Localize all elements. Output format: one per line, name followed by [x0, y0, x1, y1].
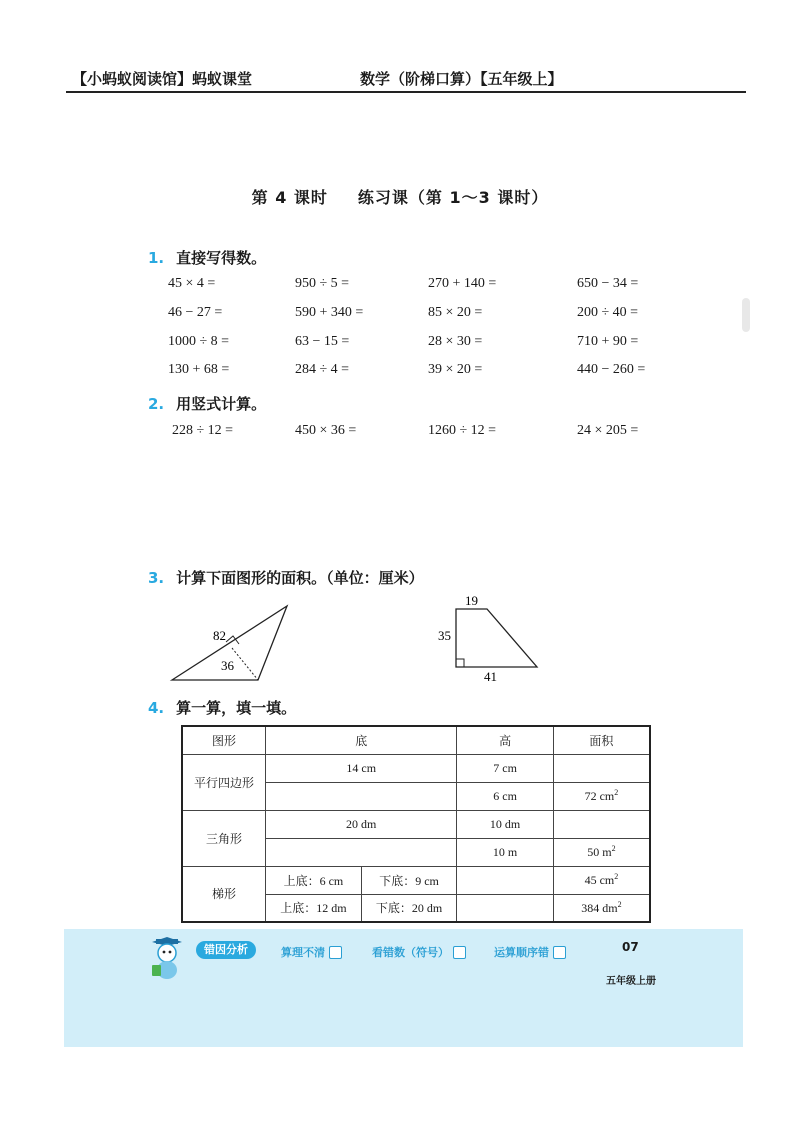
table-row	[182, 810, 650, 838]
error-checkbox[interactable]	[453, 946, 466, 959]
area-value: 384 dm	[581, 900, 618, 915]
shape-name: 三角形	[182, 810, 266, 866]
triangle-base-label: 82	[213, 628, 226, 643]
q1-expression: 710 + 90 =	[577, 334, 639, 349]
trapezoid-figure	[438, 593, 537, 684]
upper-base-cell: 上底：12 dm	[266, 894, 362, 922]
error-checkbox[interactable]	[553, 946, 566, 959]
height-cell[interactable]	[457, 866, 554, 894]
area-value: 45 cm	[584, 873, 615, 887]
triangle-figure	[172, 606, 287, 680]
shape-area-table	[181, 725, 651, 923]
trapezoid-top-label: 19	[465, 593, 478, 608]
question-1-text: 直接写得数。	[176, 249, 267, 267]
header-book-title: 数学（阶梯口算）【五年级上】	[360, 70, 563, 88]
q1-expression: 650 − 34 =	[577, 276, 639, 291]
error-analysis-badge: 错因分析	[196, 941, 256, 959]
height-cell[interactable]: 7 cm	[457, 754, 554, 782]
header-height: 高	[457, 726, 554, 754]
question-4-number: 4.	[148, 699, 165, 717]
q1-expression: 45 × 4 =	[168, 276, 216, 291]
lesson-number: 第 4 课时	[251, 188, 328, 207]
table-row	[182, 866, 650, 894]
base-cell[interactable]	[266, 838, 457, 866]
q1-expression: 28 × 30 =	[428, 334, 483, 349]
q2-expression: 1260 ÷ 12 =	[428, 423, 497, 438]
error-option-label: 看错数（符号）	[372, 946, 449, 959]
height-cell[interactable]: 10 m	[457, 838, 554, 866]
question-3-text: 计算下面图形的面积。（单位：厘米）	[176, 569, 424, 587]
q1-expression: 200 ÷ 40 =	[577, 305, 639, 320]
trapezoid-height-label: 35	[438, 628, 451, 643]
q2-expression: 228 ÷ 12 =	[172, 423, 234, 438]
q1-expression: 63 − 15 =	[295, 334, 350, 349]
area-exponent: 2	[617, 899, 622, 909]
header-area: 面积	[553, 726, 650, 754]
header-shape: 图形	[182, 726, 266, 754]
ant-mascot-icon	[148, 937, 188, 981]
error-checkbox[interactable]	[329, 946, 342, 959]
question-4-heading	[148, 697, 296, 718]
table-header-row	[182, 726, 650, 754]
shape-name: 平行四边形	[182, 754, 266, 810]
area-exponent: 2	[611, 844, 616, 853]
q1-expression: 46 − 27 =	[168, 305, 223, 320]
height-cell[interactable]: 10 dm	[457, 810, 554, 838]
base-cell[interactable]	[266, 782, 457, 810]
triangle-height-label: 36	[221, 658, 234, 673]
error-option-label: 算理不清	[281, 946, 325, 959]
height-cell[interactable]: 6 cm	[457, 782, 554, 810]
question-1-number: 1.	[148, 249, 165, 267]
height-cell[interactable]	[457, 894, 554, 922]
q1-expression: 440 − 260 =	[577, 362, 646, 377]
grade-label: 五年级上册	[606, 976, 656, 987]
error-option-reasoning[interactable]	[281, 944, 342, 960]
area-cell[interactable]	[553, 810, 650, 838]
area-exponent: 2	[614, 788, 619, 797]
base-cell[interactable]: 20 dm	[266, 810, 457, 838]
question-4-text: 算一算，填一填。	[176, 699, 297, 717]
question-2-number: 2.	[148, 395, 165, 413]
q1-expression: 130 + 68 =	[168, 362, 230, 377]
q1-expression: 590 + 340 =	[295, 305, 364, 320]
q1-expression: 1000 ÷ 8 =	[168, 334, 230, 349]
table-row	[182, 754, 650, 782]
base-cell[interactable]: 14 cm	[266, 754, 457, 782]
error-option-label: 运算顺序错	[494, 946, 549, 959]
error-option-misread[interactable]	[372, 944, 466, 960]
area-exponent: 2	[614, 872, 619, 881]
q1-expression: 284 ÷ 4 =	[295, 362, 350, 377]
lower-base-cell: 下底：9 cm	[361, 866, 457, 894]
q2-expression: 24 × 205 =	[577, 423, 639, 438]
lesson-topic: 练习课（第 1～3 课时）	[357, 188, 549, 207]
upper-base-cell: 上底：6 cm	[266, 866, 362, 894]
area-cell[interactable]	[553, 782, 650, 810]
q1-expression: 950 ÷ 5 =	[295, 276, 350, 291]
area-value: 72 cm	[584, 789, 615, 803]
question-3-number: 3.	[148, 569, 165, 587]
page-number: 07	[622, 940, 639, 954]
area-cell[interactable]	[553, 866, 650, 894]
lower-base-cell: 下底：20 dm	[361, 894, 457, 922]
shape-name: 梯形	[182, 866, 266, 922]
error-option-order[interactable]	[494, 944, 566, 960]
trapezoid-bottom-label: 41	[484, 669, 497, 684]
q1-expression: 39 × 20 =	[428, 362, 483, 377]
area-cell[interactable]	[553, 754, 650, 782]
header-base: 底	[266, 726, 457, 754]
question-2-text: 用竖式计算。	[176, 395, 267, 413]
area-value: 50 m	[587, 845, 612, 859]
area-cell[interactable]	[553, 838, 650, 866]
q1-expression: 270 + 140 =	[428, 276, 497, 291]
area-cell[interactable]	[553, 894, 650, 922]
q1-expression: 85 × 20 =	[428, 305, 483, 320]
q2-expression: 450 × 36 =	[295, 423, 357, 438]
header-series-title: 【小蚂蚁阅读馆】蚂蚁课堂	[72, 70, 253, 88]
